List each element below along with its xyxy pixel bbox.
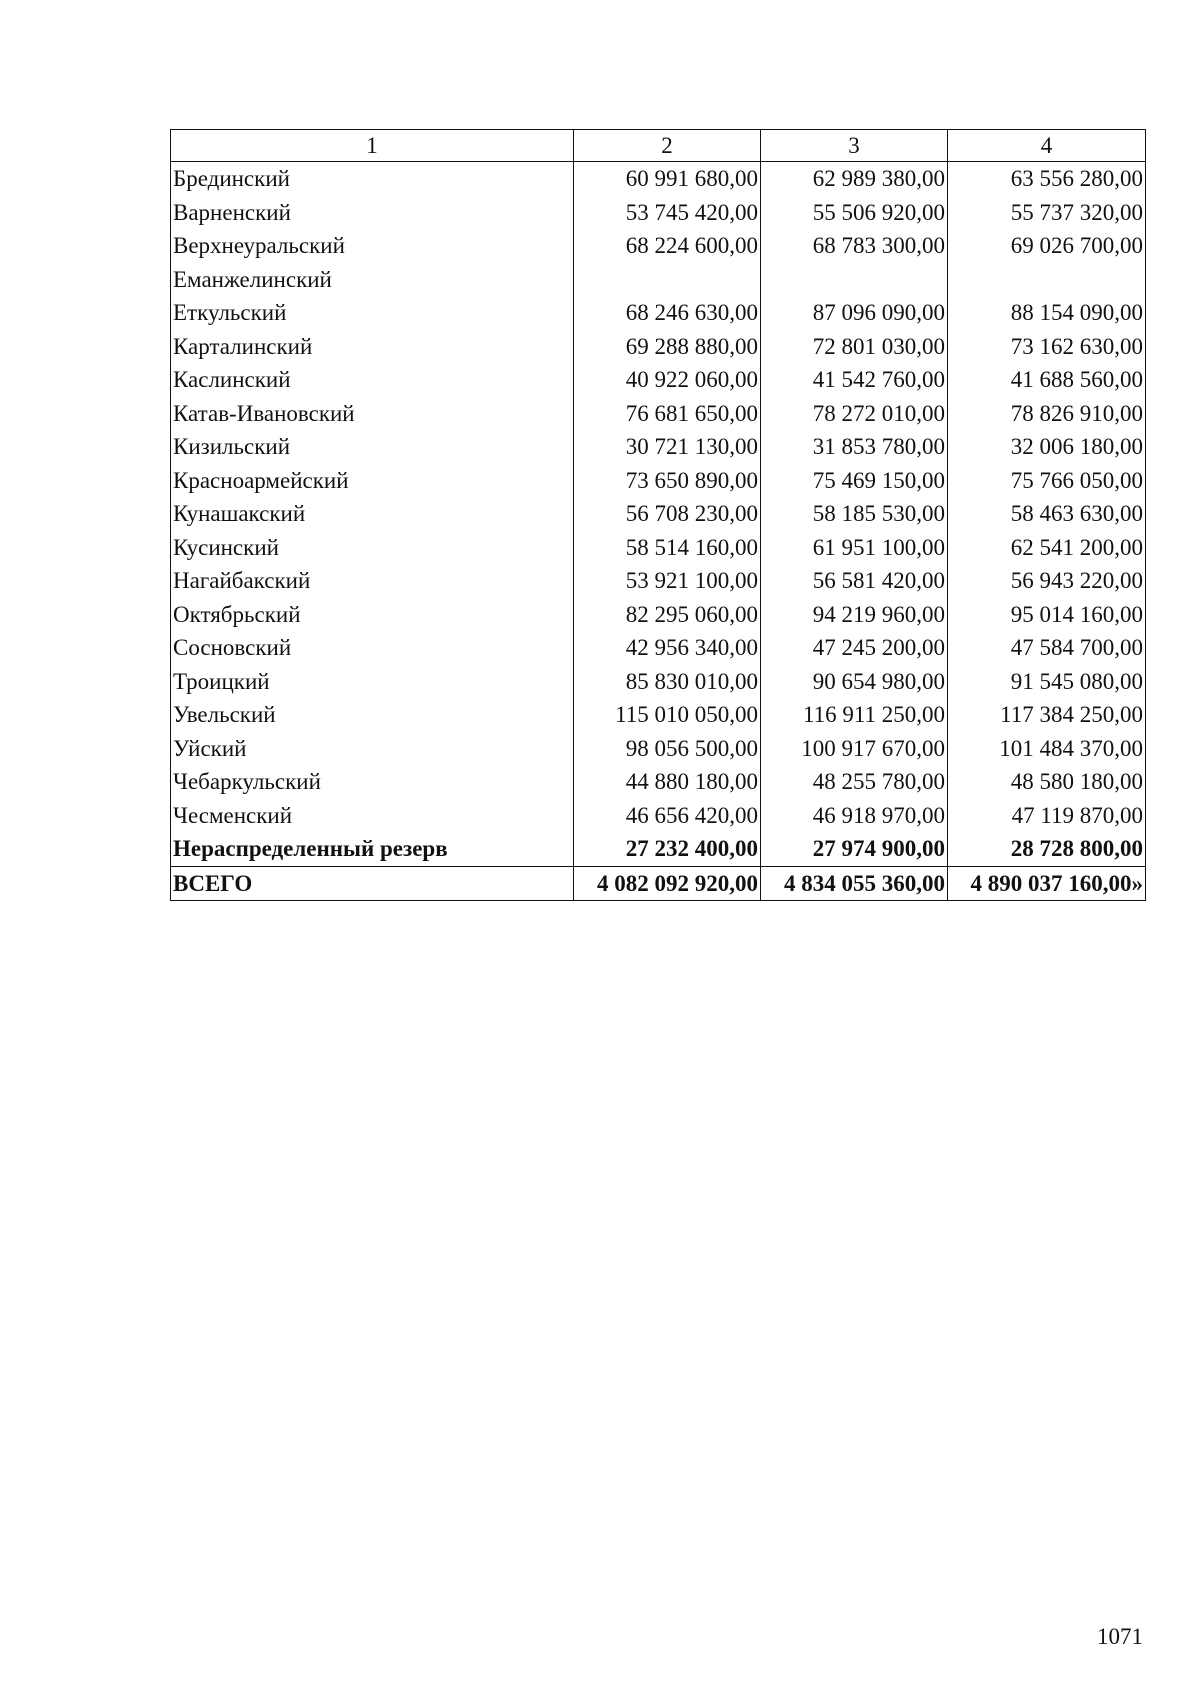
header-col-1: 1 (171, 130, 574, 162)
amount-cell-col-4: 63 556 280,00 (948, 162, 1146, 196)
amount-cell-col-3: 94 219 960,00 (761, 598, 948, 632)
amount-cell-col-4: 69 026 700,00 (948, 229, 1146, 263)
page-number: 1071 (1097, 1624, 1143, 1649)
amount-cell-col-2: 58 514 160,00 (574, 531, 761, 565)
district-name-cell: Катав-Ивановский (171, 397, 574, 431)
amount-cell-col-2: 73 650 890,00 (574, 464, 761, 498)
amount-cell-col-3: 72 801 030,00 (761, 330, 948, 364)
table-row (171, 330, 1146, 364)
reserve-row (171, 832, 1146, 866)
amount-cell-col-2: 42 956 340,00 (574, 631, 761, 665)
district-name-cell: Октябрьский (171, 598, 574, 632)
district-name-cell: Карталинский (171, 330, 574, 364)
amount-cell-col-4: 101 484 370,00 (948, 732, 1146, 766)
amount-cell-col-2: 53 921 100,00 (574, 564, 761, 598)
district-name-cell: Кизильский (171, 430, 574, 464)
amount-cell-col-4: 62 541 200,00 (948, 531, 1146, 565)
table-row (171, 765, 1146, 799)
amount-cell-col-3 (761, 263, 948, 297)
district-name-cell: Чесменский (171, 799, 574, 833)
table-row (171, 732, 1146, 766)
amount-cell-col-4: 73 162 630,00 (948, 330, 1146, 364)
amount-cell-col-2: 68 224 600,00 (574, 229, 761, 263)
district-name-cell: Увельский (171, 698, 574, 732)
amount-cell-col-4: 28 728 800,00 (948, 832, 1146, 866)
amount-cell-col-2: 60 991 680,00 (574, 162, 761, 196)
district-name-cell: Красноармейский (171, 464, 574, 498)
amount-cell-col-3: 27 974 900,00 (761, 832, 948, 866)
amount-cell-col-4: 58 463 630,00 (948, 497, 1146, 531)
amount-cell-col-2: 69 288 880,00 (574, 330, 761, 364)
amount-cell-col-3: 61 951 100,00 (761, 531, 948, 565)
amount-cell-col-2: 56 708 230,00 (574, 497, 761, 531)
amount-cell-col-2: 85 830 010,00 (574, 665, 761, 699)
table-row (171, 631, 1146, 665)
district-name-cell: Сосновский (171, 631, 574, 665)
amount-cell-col-3: 116 911 250,00 (761, 698, 948, 732)
amount-cell-col-2: 115 010 050,00 (574, 698, 761, 732)
amount-cell-col-3: 31 853 780,00 (761, 430, 948, 464)
table-row (171, 363, 1146, 397)
amount-cell-col-3: 56 581 420,00 (761, 564, 948, 598)
header-col-4: 4 (948, 130, 1146, 162)
table-row (171, 799, 1146, 833)
table-row (171, 430, 1146, 464)
district-name-cell: Брединский (171, 162, 574, 196)
total-row (171, 866, 1146, 901)
amount-cell-col-3: 100 917 670,00 (761, 732, 948, 766)
table-row (171, 598, 1146, 632)
header-row (171, 130, 1146, 162)
district-name-cell: Чебаркульский (171, 765, 574, 799)
table-row (171, 263, 1146, 297)
table-row (171, 564, 1146, 598)
amount-cell-col-3: 58 185 530,00 (761, 497, 948, 531)
amount-cell-col-2: 68 246 630,00 (574, 296, 761, 330)
district-name-cell: Нераспределенный резерв (171, 832, 574, 866)
amount-cell-col-4: 48 580 180,00 (948, 765, 1146, 799)
amount-cell-col-2: 40 922 060,00 (574, 363, 761, 397)
header-col-3: 3 (761, 130, 948, 162)
amount-cell-col-2: 53 745 420,00 (574, 196, 761, 230)
amount-cell-col-4: 41 688 560,00 (948, 363, 1146, 397)
amount-cell-col-3: 47 245 200,00 (761, 631, 948, 665)
amount-cell-col-2: 98 056 500,00 (574, 732, 761, 766)
district-name-cell: Кусинский (171, 531, 574, 565)
amount-cell-col-3: 78 272 010,00 (761, 397, 948, 431)
amount-cell-col-2: 44 880 180,00 (574, 765, 761, 799)
table-row (171, 162, 1146, 196)
table-row (171, 397, 1146, 431)
amount-cell-col-2: 82 295 060,00 (574, 598, 761, 632)
amount-cell-col-2: 76 681 650,00 (574, 397, 761, 431)
district-name-cell: Верхнеуральский (171, 229, 574, 263)
amount-cell-col-3: 48 255 780,00 (761, 765, 948, 799)
table-body (171, 162, 1146, 901)
amount-cell-col-4 (948, 263, 1146, 297)
amount-cell-col-3: 55 506 920,00 (761, 196, 948, 230)
table-row (171, 531, 1146, 565)
amount-cell-col-2: 30 721 130,00 (574, 430, 761, 464)
table-header (171, 130, 1146, 162)
amount-cell-col-4: 78 826 910,00 (948, 397, 1146, 431)
amount-cell-col-4: 4 890 037 160,00» (948, 866, 1146, 901)
district-name-cell: Нагайбакский (171, 564, 574, 598)
amount-cell-col-2 (574, 263, 761, 297)
district-name-cell: Уйский (171, 732, 574, 766)
amount-cell-col-3: 87 096 090,00 (761, 296, 948, 330)
table-row (171, 464, 1146, 498)
table-row (171, 196, 1146, 230)
district-name-cell: Каслинский (171, 363, 574, 397)
amount-cell-col-4: 91 545 080,00 (948, 665, 1146, 699)
amount-cell-col-2: 4 082 092 920,00 (574, 866, 761, 901)
amount-cell-col-3: 75 469 150,00 (761, 464, 948, 498)
table-row (171, 698, 1146, 732)
amount-cell-col-3: 4 834 055 360,00 (761, 866, 948, 901)
amount-cell-col-2: 27 232 400,00 (574, 832, 761, 866)
amount-cell-col-3: 46 918 970,00 (761, 799, 948, 833)
table-row (171, 497, 1146, 531)
amount-cell-col-4: 56 943 220,00 (948, 564, 1146, 598)
amount-cell-col-3: 68 783 300,00 (761, 229, 948, 263)
district-name-cell: Еткульский (171, 296, 574, 330)
amount-cell-col-3: 90 654 980,00 (761, 665, 948, 699)
district-name-cell: ВСЕГО (171, 866, 574, 901)
district-name-cell: Кунашакский (171, 497, 574, 531)
table-row (171, 229, 1146, 263)
amount-cell-col-4: 55 737 320,00 (948, 196, 1146, 230)
district-name-cell: Еманжелинский (171, 263, 574, 297)
district-name-cell: Троицкий (171, 665, 574, 699)
amount-cell-col-4: 88 154 090,00 (948, 296, 1146, 330)
amount-cell-col-3: 62 989 380,00 (761, 162, 948, 196)
amount-cell-col-4: 47 119 870,00 (948, 799, 1146, 833)
amount-cell-col-4: 117 384 250,00 (948, 698, 1146, 732)
amount-cell-col-4: 75 766 050,00 (948, 464, 1146, 498)
amount-cell-col-3: 41 542 760,00 (761, 363, 948, 397)
amount-cell-col-2: 46 656 420,00 (574, 799, 761, 833)
budget-table (170, 129, 1146, 901)
table-row (171, 296, 1146, 330)
amount-cell-col-4: 95 014 160,00 (948, 598, 1146, 632)
amount-cell-col-4: 32 006 180,00 (948, 430, 1146, 464)
district-name-cell: Варненский (171, 196, 574, 230)
table-row (171, 665, 1146, 699)
amount-cell-col-4: 47 584 700,00 (948, 631, 1146, 665)
header-col-2: 2 (574, 130, 761, 162)
